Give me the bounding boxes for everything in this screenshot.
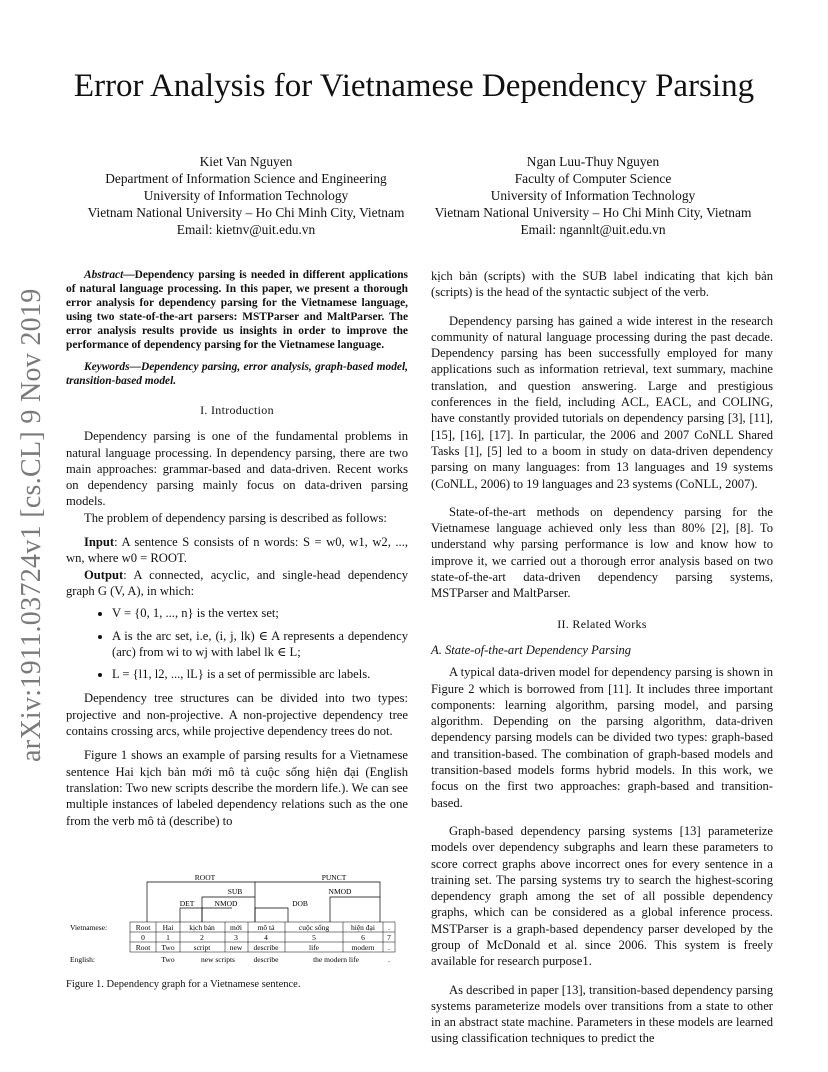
- en-token: Root: [135, 943, 151, 952]
- author-name: Kiet Van Nguyen: [199, 154, 293, 169]
- input-label: Input: [84, 535, 115, 550]
- abstract: [66, 268, 408, 352]
- author-block-1: [70, 153, 422, 238]
- arc-label: DOB: [292, 899, 308, 908]
- list-item: • L = {l1, l2, ..., lL} is a set of permissible arc labels.: [112, 666, 408, 682]
- arc-label: DET: [179, 899, 195, 908]
- row-label: English:: [70, 955, 96, 964]
- index-token: 4: [264, 933, 268, 942]
- vn-token: kịch bản: [189, 923, 215, 932]
- author-inst: University of Information Technology: [490, 188, 696, 203]
- figure-caption: Figure 1. Dependency graph for a Vietnamese sentence.: [66, 979, 301, 990]
- author-dept: Department of Information Science and Engineering: [105, 171, 387, 186]
- index-token: 0: [141, 933, 145, 942]
- body-paragraph: Graph-based dependency parsing systems [13] parameterize models over dependency subgraphs and learn these parameters to score correct graphs above incorrect ones for every sentence in a training set. The parsing systems try to search the highest-scoring dependency graph among the set of all possible dependency graphs, which can be considered as a global inference process. MSTParser is a graph-based dependency parser developed by the group of McDonald et al. since 2006. This system is freely available for research purpose1.: [431, 823, 773, 969]
- en-token: .: [388, 943, 390, 952]
- input-definition: [66, 534, 408, 567]
- author-univ: Vietnam National University – Ho Chi Minh City, Vietnam: [87, 205, 405, 220]
- en-phrase: describe: [253, 955, 279, 964]
- index-token: 2: [200, 933, 204, 942]
- intro-paragraph: Dependency parsing is one of the fundamental problems in natural language processing. In dependency parsing, there are two main approaches: grammar-based and data-driven. Recent works on dependency parsing mainly focus on data-driven parsing models.: [66, 429, 408, 509]
- intro-paragraph: Dependency tree structures can be divided into two types: projective and non-projective. A non-projective dependency tree contains crossing arcs, while projective dependency trees do not.: [66, 691, 408, 739]
- index-token: 5: [312, 933, 316, 942]
- author-dept: Faculty of Computer Science: [514, 171, 672, 186]
- output-definition: [66, 567, 408, 600]
- vn-token: mới: [230, 923, 242, 932]
- body-paragraph: Dependency parsing has gained a wide interest in the research community of natural language processing during the past decade. Dependency parsing has been successfully employed for many applications such as information retrieval, text summary, machine translation, and question answering. Large and prestigious conferences in the field, including ACL, EACL, and COLING, have constantly provided tutorials on dependency parsing [3], [11], [15], [16], [17]. In particular, the 2006 and 2007 CoNLL Shared Tasks [1], [5] led to a boom in study on data-driven dependency parsing on many languages: from 13 languages and 19 systems (CoNLL, 2006) to 19 languages and 23 systems (CoNLL, 2007).: [431, 313, 773, 491]
- vn-token: Hai: [162, 923, 174, 932]
- en-token: modern: [351, 943, 375, 952]
- dependency-figure: [70, 870, 400, 970]
- body-paragraph: A typical data-driven model for dependency parsing is shown in Figure 2 which is borrowed from [11]. It includes three important components: learning algorithm, parsing model, and parsing algorithm. Depending on the parsing algorithm, data-driven dependency parsing models can be divided two types: graph-based and transition-based. The combination of graph-based models and transition-based models forms hybrid models. In this work, we focus on the first two approaches: graph-based and transition-based.: [431, 665, 773, 810]
- en-token: Two: [161, 943, 175, 952]
- keywords-label: Keywords: [84, 361, 130, 373]
- en-phrase: Two: [161, 955, 175, 964]
- author-inst: University of Information Technology: [143, 188, 349, 203]
- en-token: describe: [253, 943, 279, 952]
- dependency-graph: [70, 870, 400, 965]
- index-token: 6: [361, 933, 365, 942]
- author-block-2: [428, 153, 758, 238]
- arc-label: NMOD: [214, 899, 238, 908]
- abstract-text: —Dependency parsing is needed in different applications of natural language processing. In this paper, we present a thorough error analysis for dependency parsing for the Vietnamese language, using two state-of-the-art parsers: MSTParser and MaltParser. The error analysis results provide us insights in order to improve the performance of dependency parsing for the Vietnamese language.: [66, 269, 408, 351]
- input-text: : A sentence S consists of n words: S = w0, w1, w2, ..., wn, where w0 = ROOT.: [66, 535, 408, 566]
- en-token: life: [309, 943, 319, 952]
- vn-token: hiện đại: [351, 923, 375, 932]
- body-paragraph: State-of-the-art methods on dependency parsing for the Vietnamese language achieved only less than 80% [2], [8]. To understand why parsing performance is low and know how to improve it, we carried out a thorough error analysis based on two state-of-the-art data-driven dependency parsing systems, MSTParser and MaltParser.: [431, 504, 773, 601]
- right-column: [431, 268, 773, 1055]
- list-item: • A is the arc set, i.e, (i, j, lk) ∈ A represents a dependency (arc) from wi to wj with label lk ∈ L;: [112, 628, 408, 661]
- arc-label: ROOT: [194, 873, 216, 882]
- arc-label: SUB: [227, 887, 243, 896]
- body-paragraph: As described in paper [13], transition-based dependency parsing systems parameterize models over transitions from a state to other in an abstract state machine. Parameters in these models are learned using classification techniques to predict the: [431, 982, 773, 1046]
- output-text: : A connected, acyclic, and single-head dependency graph G (V, A), in which:: [66, 567, 408, 598]
- index-token: 3: [234, 933, 238, 942]
- intro-paragraph: Figure 1 shows an example of parsing results for a Vietnamese sentence Hai kịch bản mới mô tả cuộc sống hiện đại (English translation: Two new scripts describe the mordern life.). We can see multiple instances of labeled dependency relations such as the one from the verb mô tả (describe) to: [66, 748, 408, 828]
- en-phrase: new scripts: [201, 955, 235, 964]
- author-name: Ngan Luu-Thuy Nguyen: [526, 154, 660, 169]
- paper-title: Error Analysis for Vietnamese Dependency Parsing: [73, 68, 755, 104]
- index-token: 7: [387, 933, 391, 942]
- body-paragraph: kịch bản (scripts) with the SUB label indicating that kịch bản (scripts) is the head of the syntactic subject of the verb.: [431, 269, 773, 300]
- en-token: new: [229, 943, 243, 952]
- en-phrase: the modern life: [313, 955, 359, 964]
- en-token: script: [193, 943, 211, 952]
- index-token: 1: [166, 933, 170, 942]
- left-column: [66, 268, 408, 837]
- section-heading-2: II. Related Works: [557, 616, 647, 631]
- arxiv-stamp: arXiv:1911.03724v1 [cs.CL] 9 Nov 2019: [16, 288, 47, 762]
- vn-token: .: [388, 923, 390, 932]
- list-item: • V = {0, 1, ..., n} is the vertex set;: [112, 605, 408, 621]
- en-phrase: .: [388, 955, 390, 964]
- abstract-label: Abstract: [84, 269, 124, 281]
- intro-paragraph: The problem of dependency parsing is described as follows:: [84, 510, 387, 525]
- author-email[interactable]: Email: kietnv@uit.edu.vn: [176, 222, 316, 237]
- subsection-heading: A. State-of-the-art Dependency Parsing: [431, 642, 632, 657]
- vn-token: mô tả: [257, 923, 275, 932]
- author-email[interactable]: Email: ngannlt@uit.edu.vn: [520, 222, 666, 237]
- section-heading-1: I. Introduction: [200, 403, 274, 417]
- keywords-text: —Dependency parsing, error analysis, graph-based model, transition-based model.: [66, 361, 408, 387]
- output-label: Output: [84, 567, 124, 582]
- vn-token: cuộc sống: [298, 923, 330, 932]
- vn-token: Root: [135, 923, 151, 932]
- arc-label: PUNCT: [321, 873, 347, 882]
- row-label: Vietnamese:: [70, 923, 108, 932]
- arc-label: NMOD: [328, 887, 352, 896]
- keywords: [66, 360, 408, 388]
- author-univ: Vietnam National University – Ho Chi Minh City, Vietnam: [434, 205, 752, 220]
- definition-list: [66, 605, 408, 682]
